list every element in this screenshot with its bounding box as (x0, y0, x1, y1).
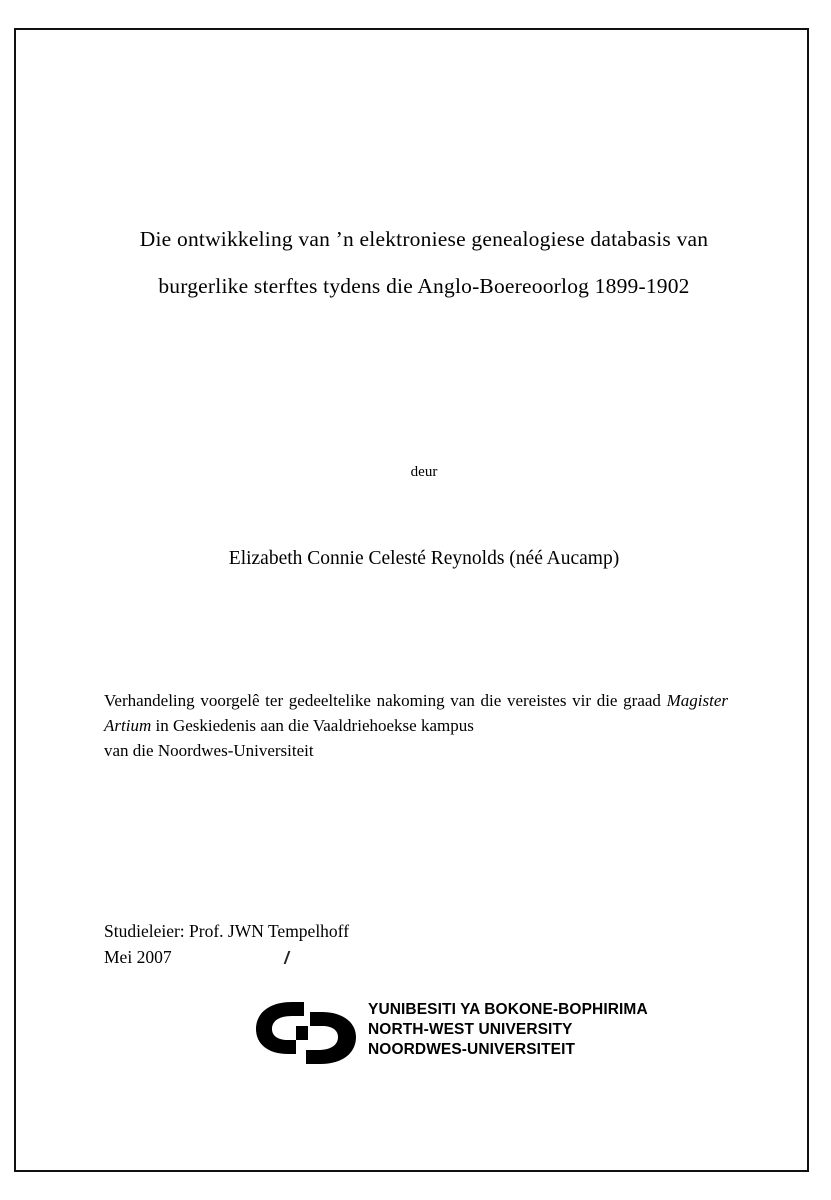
statement-line-2-suffix: in Geskiedenis aan die Vaaldriehoekse kampus (151, 716, 474, 735)
university-logo-text (368, 1000, 648, 1060)
degree-name: Magister Artium (104, 691, 728, 735)
author-name: Elizabeth Connie Celesté Reynolds (néé Aucamp) (228, 548, 620, 569)
thesis-title (104, 216, 744, 310)
title-line-1: Die ontwikkeling van ’n elektroniese genealogiese databasis van (139, 227, 709, 251)
title-line-2: burgerlike sterftes tydens die Anglo-Boereoorlog 1899-1902 (158, 274, 690, 298)
logo-text-line-1: YUNIBESITI YA BOKONE-BOPHIRIMA (368, 1001, 648, 1018)
degree-statement (104, 688, 728, 763)
logo-text-line-2: NORTH-WEST UNIVERSITY (368, 1021, 573, 1038)
statement-line-3: van die Noordwes-Universiteit (104, 741, 314, 760)
supervisor-and-date (104, 918, 744, 970)
logo-text-line-3: NOORDWES-UNIVERSITEIT (368, 1041, 576, 1058)
nwu-logo-mark-icon (252, 998, 364, 1068)
university-logo (252, 996, 672, 1070)
date-line: Mei 2007 (104, 947, 172, 967)
statement-line-1: Verhandeling voorgelê ter gedeeltelike nakoming van die vereistes vir die (104, 691, 618, 710)
title-page-content (104, 30, 744, 1170)
statement-line-2-prefix: graad (623, 691, 667, 710)
by-word: deur (410, 464, 438, 480)
supervisor-line: Studieleier: Prof. JWN Tempelhoff (104, 921, 350, 941)
page-border (14, 28, 809, 1172)
